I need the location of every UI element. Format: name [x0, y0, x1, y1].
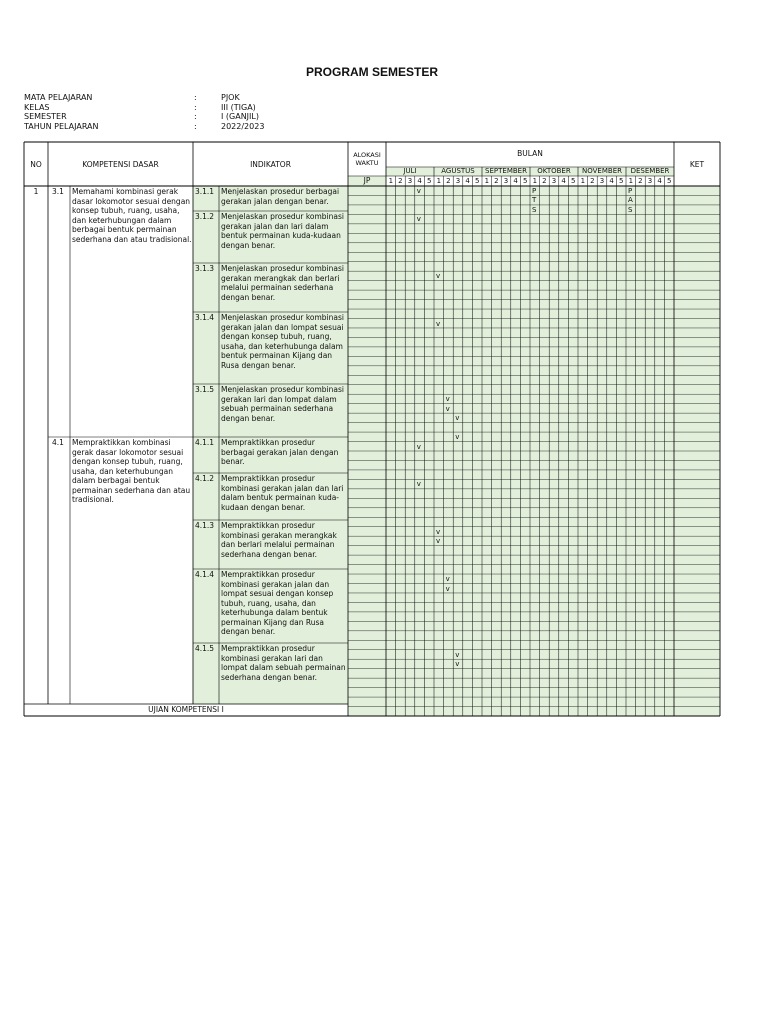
month-desember: DESEMBER — [630, 167, 670, 175]
month-agustus: AGUSTUS — [441, 167, 475, 175]
month-november: NOVEMBER — [582, 167, 622, 175]
week-number: 5 — [426, 177, 432, 185]
check-mark: v — [445, 395, 450, 404]
indicator-code: 3.1.5 — [195, 385, 215, 394]
month-juli: JULI — [403, 167, 417, 175]
pts-letter: S — [532, 205, 537, 214]
check-mark: v — [455, 660, 460, 669]
week-number: 4 — [657, 177, 662, 185]
kd-code: 4.1 — [52, 438, 64, 447]
header-alokasi: ALOKASI WAKTU — [353, 151, 381, 167]
check-mark: v — [436, 319, 441, 328]
week-number: 1 — [532, 177, 538, 185]
week-number: 4 — [465, 177, 470, 185]
header-kd: KOMPETENSI DASAR — [82, 160, 159, 169]
week-number: 3 — [647, 177, 653, 185]
header-indikator: INDIKATOR — [250, 160, 291, 169]
indicator-text: Mempraktikkan prosedur kombinasi gerakan jalan dan lari dalam bentuk permainan kuda-kudaan dengan benar. — [221, 474, 344, 512]
check-mark: v — [455, 650, 460, 659]
check-mark: v — [445, 584, 450, 593]
indicator-text: Mempraktikkan prosedur kombinasi gerakan merangkak dan berlari melalui permainan sederhana dengan benar. — [221, 521, 337, 559]
indicator-code: 4.1.1 — [195, 438, 215, 447]
week-number: 5 — [474, 177, 480, 185]
header-ket: KET — [689, 160, 705, 169]
check-mark: v — [436, 527, 441, 536]
row-number: 1 — [33, 187, 39, 196]
week-number: 3 — [599, 177, 605, 185]
kd-text: Mempraktikkan kombinasi gerak dasar lokomotor sesuai dengan konsep tubuh, ruang, usaha, dan keterhubungan dalam berbagai bentuk permainan sederhana dan atau tradisional. — [72, 438, 191, 504]
week-number: 2 — [638, 177, 643, 185]
meta-row-subject: MATA PELAJARAN : PJOK — [24, 93, 240, 102]
pas-letter: S — [628, 205, 633, 214]
indicator-text: Menjelaskan prosedur kombinasi gerakan jalan dan lompat sesuai dengan konsep tubuh, ruang, usaha, dan keterhubunga dalam bentuk permainan Kijang dan Rusa dengan benar. — [221, 313, 344, 370]
meta-row-semester: SEMESTER : I (GANJIL) — [24, 112, 259, 121]
week-number: 4 — [609, 177, 614, 185]
header-jp: JP — [363, 176, 371, 185]
pts-letter: T — [532, 196, 537, 205]
week-number: 5 — [666, 177, 672, 185]
indicator-text: Mempraktikkan prosedur berbagai gerakan jalan dengan benar. — [221, 438, 339, 466]
week-number: 3 — [407, 177, 413, 185]
indicator-text: Menjelaskan prosedur kombinasi gerakan jalan dan lari dalam bentuk permainan kuda-kudaan dengan benar. — [221, 212, 344, 250]
week-number: 1 — [436, 177, 442, 185]
indicator-code: 3.1.4 — [195, 313, 215, 322]
indicator-text: Menjelaskan prosedur kombinasi gerakan lari dan lompat dalam sebuah permainan sederhana dengan benar. — [221, 385, 344, 423]
week-number: 1 — [388, 177, 394, 185]
footer-ujian: UJIAN KOMPETENSI I — [148, 705, 224, 714]
week-number: 3 — [551, 177, 557, 185]
indicator-text: Menjelaskan prosedur berbagai gerakan jalan dengan benar. — [221, 187, 340, 206]
check-mark: v — [455, 433, 460, 442]
meta-row-class: KELAS : III (TIGA) — [24, 102, 256, 112]
indicator-code: 4.1.4 — [195, 570, 215, 579]
week-number: 5 — [522, 177, 528, 185]
indicator-code: 4.1.3 — [195, 521, 215, 530]
week-number: 3 — [455, 177, 461, 185]
indicator-code: 4.1.2 — [195, 474, 215, 483]
week-number: 4 — [513, 177, 518, 185]
indicator-text: Mempraktikkan prosedur kombinasi gerakan jalan dan lompat sesuai dengan konsep tubuh, ruang, usaha, dan keterhubunga dalam bentuk permainan Kijang dan Rusa dengan benar. — [221, 570, 334, 636]
indicator-code: 3.1.1 — [195, 187, 215, 196]
pts-letter: P — [532, 187, 537, 195]
check-mark: v — [416, 442, 421, 451]
week-number: 3 — [503, 177, 509, 185]
week-number: 1 — [580, 177, 586, 185]
indicator-text: Mempraktikkan prosedur kombinasi gerakan lari dan lompat dalam sebuah permainan sederhana dengan benar. — [221, 644, 346, 682]
week-number: 2 — [590, 177, 595, 185]
check-mark: v — [436, 272, 441, 281]
week-number: 1 — [628, 177, 634, 185]
check-mark: v — [455, 414, 460, 423]
meta-row-year: TAHUN PELAJARAN : 2022/2023 — [24, 121, 265, 131]
check-mark: v — [445, 404, 450, 413]
pas-letter: A — [628, 196, 633, 205]
header-no: NO — [30, 160, 42, 169]
check-mark: v — [436, 537, 441, 546]
page-title: PROGRAM SEMESTER — [305, 65, 438, 79]
header-bulan: BULAN — [517, 149, 543, 158]
week-number: 5 — [570, 177, 576, 185]
week-number: 5 — [618, 177, 624, 185]
month-september: SEPTEMBER — [485, 167, 527, 175]
indicator-code: 3.1.3 — [195, 264, 215, 273]
week-number: 2 — [446, 177, 451, 185]
indicator-text: Menjelaskan prosedur kombinasi gerakan merangkak dan berlari melalui permainan sederhana dengan benar. — [221, 264, 344, 302]
check-mark: v — [416, 480, 421, 489]
indicator-code: 4.1.5 — [195, 644, 215, 653]
indicator-code: 3.1.2 — [195, 212, 215, 221]
check-mark: v — [416, 215, 421, 224]
kd-text: Memahami kombinasi gerak dasar lokomotor sesuai dengan konsep tubuh, ruang, usaha, dan keterhubungan dalam berbagai bentuk permainan sederhana dan atau tradisional. — [72, 187, 192, 244]
month-oktober: OKTOBER — [537, 167, 571, 175]
pas-letter: P — [628, 187, 633, 195]
kd-code: 3.1 — [52, 187, 64, 196]
check-mark: v — [416, 187, 421, 195]
week-number: 4 — [417, 177, 422, 185]
check-mark: v — [445, 575, 450, 584]
week-number: 2 — [494, 177, 499, 185]
week-number: 4 — [561, 177, 566, 185]
week-number: 2 — [542, 177, 547, 185]
week-number: 1 — [484, 177, 490, 185]
week-number: 2 — [398, 177, 403, 185]
